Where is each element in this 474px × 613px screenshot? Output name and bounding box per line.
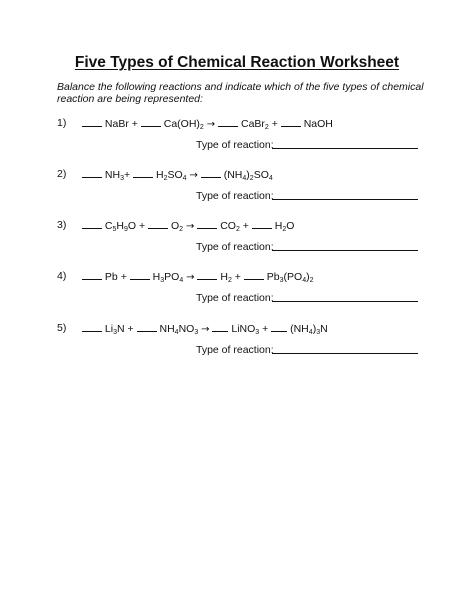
equation: $Pb + H_3PO_4 \to H_2 + Pb_3(PO_4)_2$	[82, 270, 314, 283]
type-of-reaction-label: Type of reaction:	[196, 241, 274, 253]
problem-number: 2)	[57, 168, 67, 180]
coefficient-blank[interactable]	[252, 219, 272, 229]
coefficient-blank[interactable]	[218, 117, 238, 127]
coefficient-blank[interactable]	[141, 117, 161, 127]
type-of-reaction-answer-line[interactable]	[272, 353, 418, 354]
arrow-icon: →	[185, 221, 195, 232]
coefficient-blank[interactable]	[82, 219, 102, 229]
coefficient-blank[interactable]	[137, 322, 157, 332]
coefficient-blank[interactable]	[130, 270, 150, 280]
type-of-reaction-answer-line[interactable]	[272, 199, 418, 200]
problem-number: 1)	[57, 117, 67, 129]
arrow-icon: →	[206, 119, 216, 130]
coefficient-blank[interactable]	[281, 117, 301, 127]
type-of-reaction-label: Type of reaction:	[196, 190, 274, 202]
coefficient-blank[interactable]	[212, 322, 228, 332]
type-of-reaction-answer-line[interactable]	[272, 250, 418, 251]
type-of-reaction-label: Type of reaction:	[196, 344, 274, 356]
equation: NaBr + $Ca(OH)_2$ → CaBr$_2$ + NaOH	[82, 117, 333, 130]
arrow-icon: →	[189, 170, 198, 181]
page-title: Five Types of Chemical Reaction Worksheet	[74, 54, 400, 71]
equation: $NH_3+ H_2SO_4 \to (NH_4)_2SO_4$	[82, 168, 273, 181]
coefficient-blank[interactable]	[244, 270, 264, 280]
coefficient-blank[interactable]	[197, 270, 217, 280]
arrow-icon: →	[201, 324, 210, 335]
type-of-reaction-answer-line[interactable]	[272, 148, 418, 149]
problem-number: 3)	[57, 219, 67, 231]
type-of-reaction-label: Type of reaction:	[196, 292, 274, 304]
coefficient-blank[interactable]	[197, 219, 217, 229]
coefficient-blank[interactable]	[148, 219, 168, 229]
type-of-reaction-answer-line[interactable]	[272, 301, 418, 302]
coefficient-blank[interactable]	[133, 168, 153, 178]
instructions: Balance the following reactions and indicate which of the five types of chemical reaction are being represented:	[57, 81, 424, 105]
problem-number: 5)	[57, 322, 67, 334]
coefficient-blank[interactable]	[82, 168, 102, 178]
type-of-reaction-label: Type of reaction:	[196, 139, 274, 151]
coefficient-blank[interactable]	[82, 117, 102, 127]
coefficient-blank[interactable]	[82, 322, 102, 332]
coefficient-blank[interactable]	[82, 270, 102, 280]
equation: $Li_3N + NH_4NO_3$ → LiNO$_3$ + $(NH_4)_3N$	[82, 322, 328, 335]
coefficient-blank[interactable]	[201, 168, 221, 178]
arrow-icon: →	[186, 272, 195, 283]
coefficient-blank[interactable]	[271, 322, 287, 332]
problem-number: 4)	[57, 270, 67, 282]
equation: $C_5H_9O + O_2 \to CO_2 + H_2O$	[82, 219, 294, 232]
